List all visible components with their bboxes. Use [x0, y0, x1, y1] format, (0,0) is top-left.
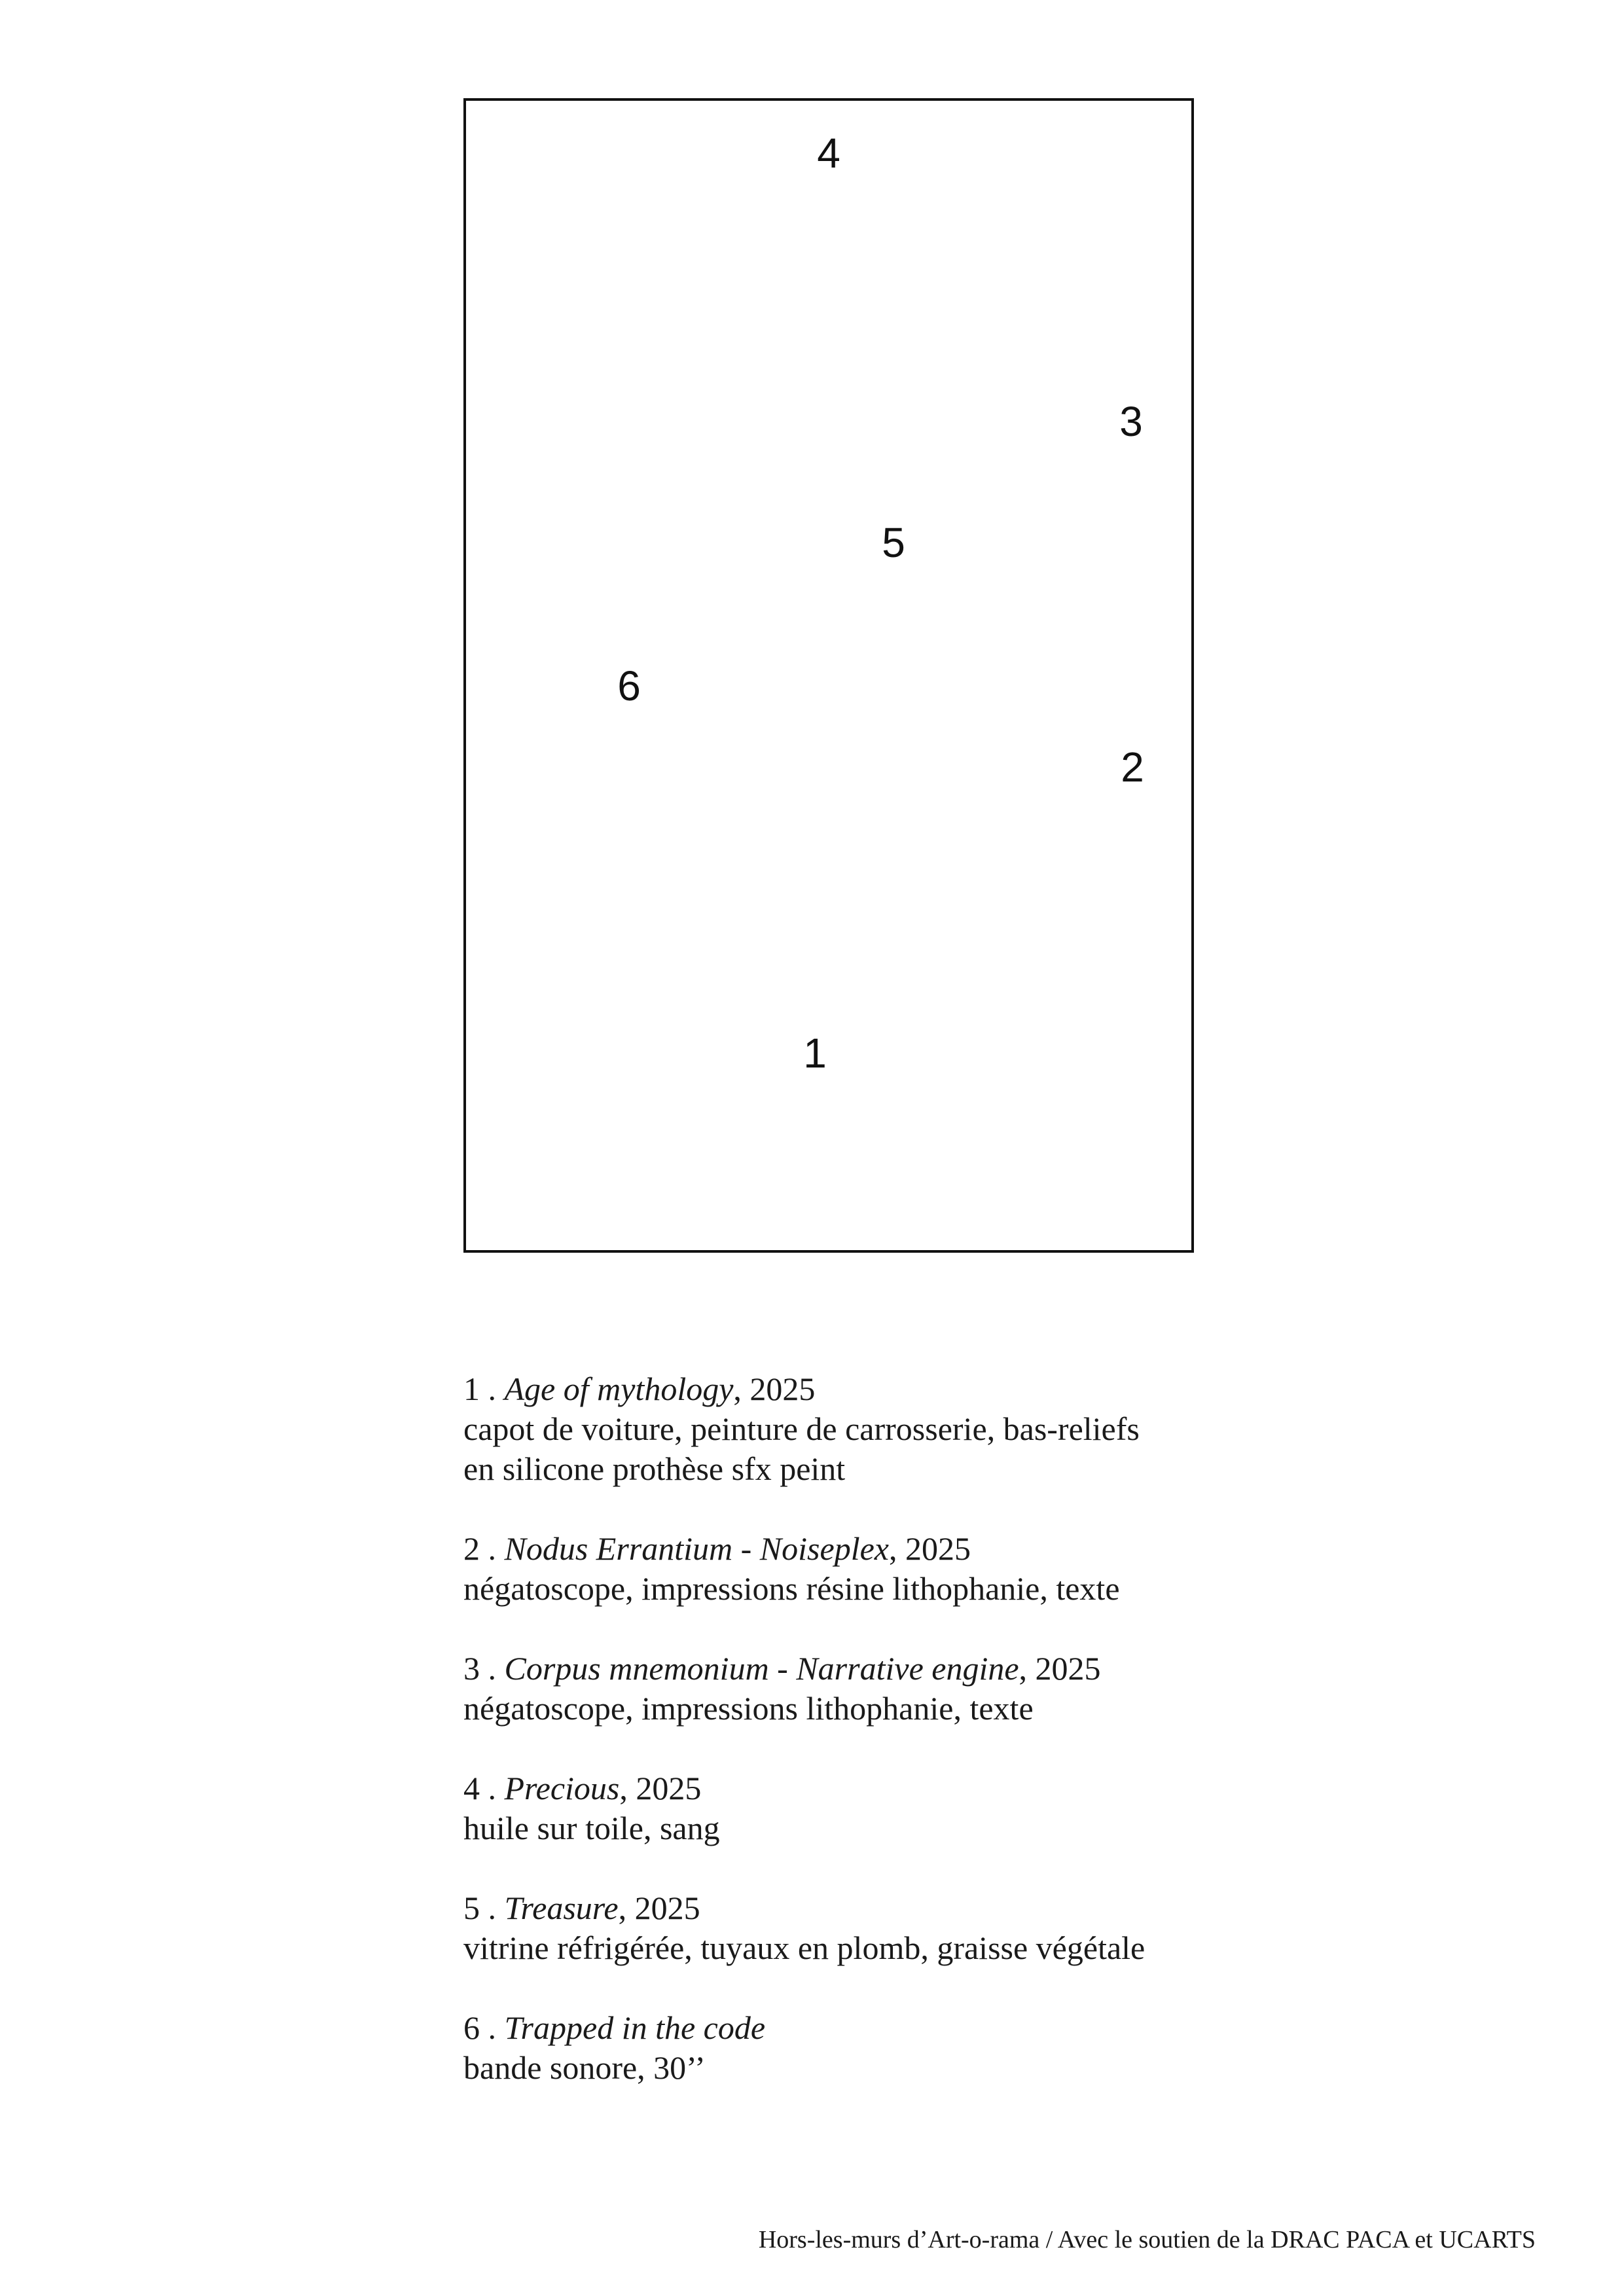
- entry-title: Corpus mnemonium - Narrative engine: [504, 1650, 1019, 1687]
- entry-title: Precious: [504, 1770, 620, 1806]
- entry-number: 4: [463, 1770, 480, 1806]
- floor-plan: [463, 98, 1194, 1253]
- legend-entry: [463, 2008, 1380, 2088]
- entry-materials: vitrine réfrigérée, tuyaux en plomb, graisse végétale: [463, 1929, 1146, 1966]
- entry-number: 2: [463, 1530, 480, 1567]
- plan-marker-6: 6: [617, 662, 641, 709]
- entry-materials: bande sonore, 30’’: [463, 2049, 706, 2086]
- entry-year: 2025: [1035, 1650, 1101, 1687]
- entry-year: 2025: [636, 1770, 702, 1806]
- entry-number: 6: [463, 2009, 480, 2046]
- entry-materials: négatoscope, impressions résine lithophanie, texte: [463, 1570, 1120, 1607]
- entry-year: 2025: [905, 1530, 971, 1567]
- legend-entry: [463, 1768, 1380, 1848]
- legend-entry: [463, 1649, 1380, 1729]
- entry-number: 1: [463, 1371, 480, 1407]
- entry-materials: négatoscope, impressions lithophanie, texte: [463, 1690, 1034, 1727]
- entry-heading: 1 . Age of mythology, 2025: [463, 1371, 816, 1407]
- entry-heading: 6 . Trapped in the code: [463, 2009, 766, 2046]
- legend-entry: [463, 1888, 1380, 1968]
- legend-entry: [463, 1529, 1380, 1609]
- entry-heading: 3 . Corpus mnemonium - Narrative engine, 2025: [463, 1650, 1101, 1687]
- entry-year: 2025: [749, 1371, 816, 1407]
- entry-materials: capot de voiture, peinture de carrosserie, bas-reliefs: [463, 1410, 1140, 1447]
- plan-marker-2: 2: [1121, 744, 1144, 791]
- entry-heading: 4 . Precious, 2025: [463, 1770, 702, 1806]
- plan-marker-5: 5: [882, 519, 905, 566]
- entry-title: Treasure: [504, 1890, 619, 1926]
- artwork-legend: [463, 1369, 1380, 2088]
- entry-number: 5: [463, 1890, 480, 1926]
- entry-materials: en silicone prothèse sfx peint: [463, 1450, 846, 1487]
- entry-title: Age of mythology: [504, 1371, 734, 1407]
- footer-credits: Hors-les-murs d’Art-o-rama / Avec le soutien de la DRAC PACA et UCARTS: [758, 2226, 1536, 2253]
- entry-title: Trapped in the code: [504, 2009, 766, 2046]
- entry-heading: 5 . Treasure, 2025: [463, 1890, 700, 1926]
- entry-materials: huile sur toile, sang: [463, 1810, 720, 1846]
- entry-number: 3: [463, 1650, 480, 1687]
- legend-entry: [463, 1369, 1380, 1489]
- entry-year: 2025: [634, 1890, 700, 1926]
- plan-marker-1: 1: [803, 1030, 827, 1077]
- plan-marker-4: 4: [817, 130, 840, 177]
- entry-heading: 2 . Nodus Errantium - Noiseplex, 2025: [463, 1530, 971, 1567]
- entry-title: Nodus Errantium - Noiseplex: [504, 1530, 889, 1567]
- plan-marker-3: 3: [1119, 398, 1143, 445]
